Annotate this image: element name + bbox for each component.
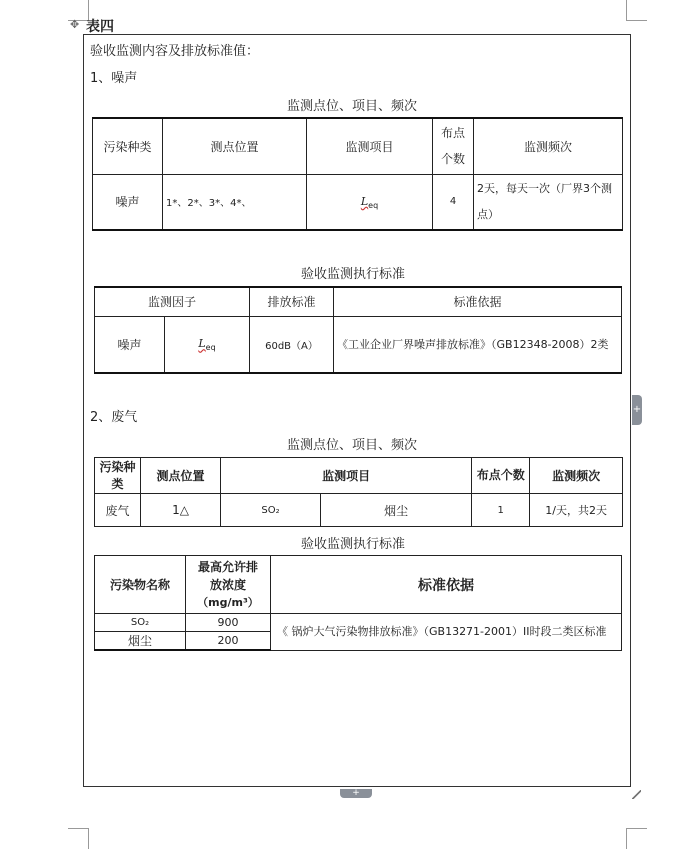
- header-count: 布点个数: [433, 118, 474, 174]
- cell-points: 1*、2*、3*、4*、: [163, 174, 307, 230]
- add-column-icon[interactable]: +: [632, 395, 642, 425]
- header-count: 布点个数: [472, 458, 530, 494]
- cell-item: [307, 174, 433, 230]
- cell-pollutant-so2: SO₂: [95, 614, 186, 632]
- header-limit-unit: （mg/m³）: [197, 595, 259, 609]
- page-title: 表四: [86, 19, 114, 35]
- header-factor: 监测因子: [95, 287, 250, 316]
- header-limit-line1: 最高允许排: [197, 559, 258, 574]
- leq-subscript: eq: [368, 200, 379, 210]
- leq-symbol: L: [360, 194, 369, 208]
- cell-value-dust: 200: [186, 632, 271, 651]
- cell-value-so2: 900: [186, 614, 271, 632]
- noise-table1-caption: 监测点位、项目、频次: [287, 99, 418, 114]
- header-frequency: 监测频次: [474, 118, 623, 174]
- header-item: 监测项目: [307, 118, 433, 174]
- header-limit: [186, 556, 271, 614]
- noise-heading: 1、噪声: [90, 71, 138, 86]
- header-pollutant: 污染物名称: [95, 556, 186, 614]
- gas-table4-caption: 验收监测执行标准: [301, 537, 406, 552]
- gas-table3-caption: 监测点位、项目、频次: [287, 438, 418, 453]
- cell-item-so2: SO₂: [221, 494, 321, 527]
- leq-symbol: L: [198, 337, 206, 351]
- cell-basis: 《 锅炉大气污染物排放标准》（GB13271-2001）II时段二类区标准: [271, 614, 622, 651]
- cell-limit: 60dB（A）: [250, 316, 334, 373]
- move-handle-icon[interactable]: ✥: [70, 18, 80, 31]
- cell-symbol: [165, 316, 250, 373]
- gas-monitoring-table: [94, 457, 623, 527]
- resize-handle-icon[interactable]: [632, 790, 641, 799]
- cell-count: 4: [433, 174, 474, 230]
- header-limit: 排放标准: [250, 287, 334, 316]
- add-row-icon[interactable]: +: [340, 789, 372, 798]
- cell-type: 噪声: [93, 174, 163, 230]
- cell-count: 1: [472, 494, 530, 527]
- cell-pollutant-dust: 烟尘: [95, 632, 186, 651]
- header-pollution-type: 污染种类: [93, 118, 163, 174]
- crop-mark-bottom-left: [68, 828, 89, 849]
- header-pollution-type: 污染种类: [95, 458, 141, 494]
- cell-frequency: 2天，每天一次（厂界3个测点）: [474, 174, 623, 230]
- header-limit-line2: 放浓度: [209, 577, 246, 592]
- crop-mark-top-right: [626, 0, 647, 21]
- cell-item-dust: 烟尘: [321, 494, 472, 527]
- cell-basis: 《工业企业厂界噪声排放标准》（GB12348-2008）2类: [334, 316, 622, 373]
- intro-text: 验收监测内容及排放标准值：: [90, 44, 260, 59]
- gas-standard-table: [94, 555, 622, 651]
- header-item: 监测项目: [221, 458, 472, 494]
- header-frequency: 监测频次: [530, 458, 623, 494]
- noise-table2-caption: 验收监测执行标准: [301, 267, 406, 282]
- noise-monitoring-table: [92, 117, 623, 231]
- cell-frequency: 1/天，共2天: [530, 494, 623, 527]
- leq-subscript: eq: [205, 343, 216, 353]
- header-location: 测点位置: [163, 118, 307, 174]
- header-basis: 标准依据: [271, 556, 622, 614]
- cell-point: 1△: [141, 494, 221, 527]
- cell-type: 废气: [95, 494, 141, 527]
- cell-factor: 噪声: [95, 316, 165, 373]
- header-location: 测点位置: [141, 458, 221, 494]
- noise-standard-table: [94, 286, 622, 374]
- crop-mark-bottom-right: [626, 828, 647, 849]
- header-basis: 标准依据: [334, 287, 622, 316]
- gas-heading: 2、废气: [90, 410, 138, 425]
